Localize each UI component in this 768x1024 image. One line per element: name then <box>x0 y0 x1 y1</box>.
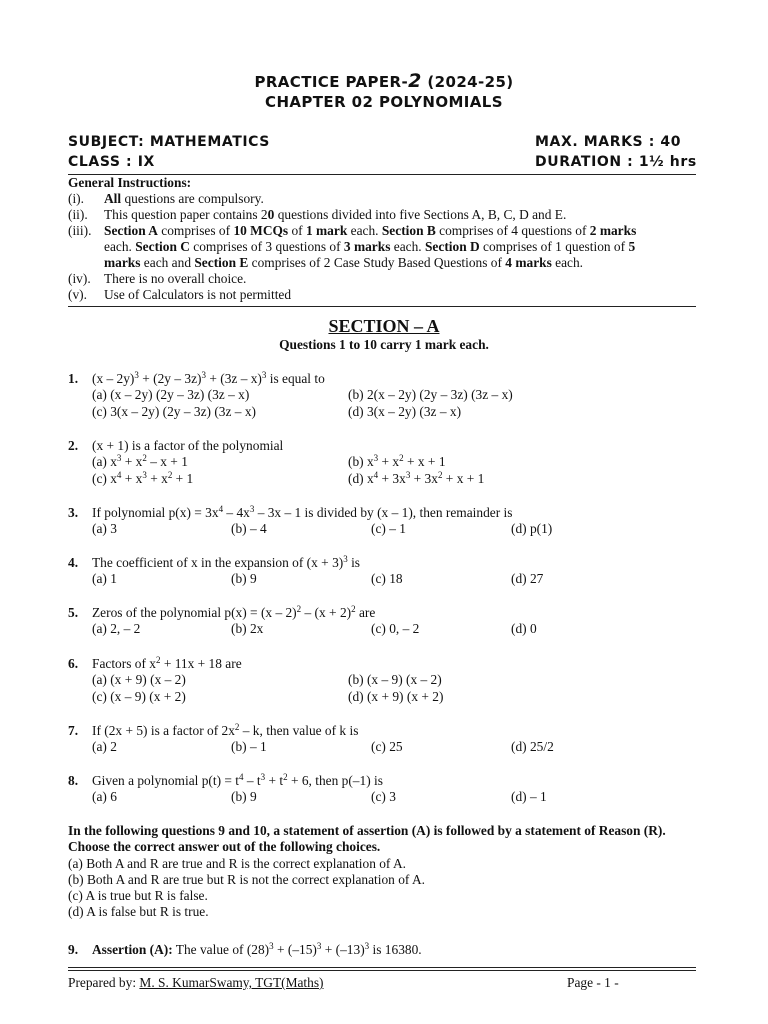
question-9 <box>68 942 708 958</box>
instruction-text: All questions are compulsory. <box>104 191 264 206</box>
question-5 <box>68 605 708 638</box>
instruction-item <box>68 223 698 239</box>
instruction-num: (i). <box>68 191 84 206</box>
prepared-label: Prepared by: <box>68 975 137 990</box>
option-b[interactable]: (b) 9 <box>231 571 257 587</box>
option-d[interactable]: (d) p(1) <box>511 521 553 537</box>
question-number: 8. <box>68 773 79 788</box>
assertion-reason-intro: In the following questions 9 and 10, a statement of assertion (A) is followed by a statement of Reason (R). Choose the correct answer out of the following choices. <box>68 823 666 855</box>
option-c[interactable]: (c) 3 <box>371 789 396 805</box>
instructions-heading: General Instructions: <box>68 175 192 190</box>
ar-choice-b: (b) Both A and R are true but R is not the correct explanation of A. <box>68 871 426 887</box>
footer-rule-bottom <box>68 970 696 971</box>
instruction-text: There is no overall choice. <box>104 271 247 286</box>
option-a[interactable]: (a) 1 <box>92 571 117 587</box>
instruction-text: This question paper contains 20 questions divided into five Sections A, B, C, D and E. <box>104 207 567 222</box>
question-number: 6. <box>68 656 79 671</box>
option-d[interactable]: (d) (x + 9) (x + 2) <box>348 688 444 704</box>
instruction-item-cont: marks each and Section E comprises of 2 Case Study Based Questions of 4 marks each. <box>104 255 584 270</box>
option-c[interactable]: (c) 0, – 2 <box>371 621 420 637</box>
question-3 <box>68 505 708 538</box>
instruction-text: Section A comprises of 10 MCQs of 1 mark each. Section B comprises of 4 questions of 2 marks <box>104 223 637 238</box>
option-b[interactable]: (b) 2x <box>231 621 264 637</box>
options-row <box>92 739 708 755</box>
option-a[interactable]: (a) 2 <box>92 739 117 755</box>
options-row <box>92 387 708 403</box>
options-row <box>92 471 708 487</box>
question-number: 9. <box>68 942 79 957</box>
option-b[interactable]: (b) – 4 <box>231 521 267 537</box>
section-heading: SECTION – A <box>328 316 440 336</box>
option-b[interactable]: (b) 9 <box>231 789 257 805</box>
option-c[interactable]: (c) – 1 <box>371 521 406 537</box>
options-row <box>92 404 708 420</box>
handwritten-number: 2 <box>408 70 422 92</box>
title-prefix: PRACTICE PAPER- <box>254 73 409 91</box>
question-7 <box>68 723 708 756</box>
option-d[interactable]: (d) 25/2 <box>511 739 554 755</box>
option-c[interactable]: (c) (x – 9) (x + 2) <box>92 688 186 704</box>
general-instructions <box>68 175 698 303</box>
question-text: Assertion (A): The value of $(28)^3 + (-15)^3 + (-13)^3$ is 16380. <box>92 941 422 957</box>
options-row <box>92 454 708 470</box>
question-number: 7. <box>68 723 79 738</box>
author-name: M. S. KumarSwamy, TGT(Maths) <box>139 975 324 990</box>
instruction-text: Use of Calculators is not permitted <box>104 287 292 302</box>
instruction-num: (iv). <box>68 271 91 286</box>
option-c[interactable]: (c) $x^4 + x^3 + x^2 + 1$ <box>92 469 194 486</box>
option-d[interactable]: (d) 27 <box>511 571 544 587</box>
assertion-reason-instructions <box>68 823 698 921</box>
question-text: Factors of $x^2 + 11x + 18$ are <box>92 655 242 671</box>
footer-prepared-by <box>68 975 324 991</box>
option-b[interactable]: (b) $x^3 + x^2 + x + 1$ <box>348 453 446 470</box>
footer-rule-top <box>68 967 696 968</box>
instruction-item <box>68 271 698 287</box>
section-subheading: Questions 1 to 10 carry 1 mark each. <box>279 337 489 352</box>
option-a[interactable]: (a) $x^3 + x^2 - x + 1$ <box>92 453 188 470</box>
question-text: If polynomial $p(x) = 3x^4 - 4x^3 - 3x - 1$ is divided by (x – 1), then remainder is <box>92 504 513 520</box>
option-a[interactable]: (a) 3 <box>92 521 117 537</box>
options-row <box>92 672 708 688</box>
instruction-num: (iii). <box>68 223 92 238</box>
option-d[interactable]: (d) 0 <box>511 621 537 637</box>
options-row <box>92 789 708 805</box>
question-number: 2. <box>68 438 79 453</box>
ar-choice-c: (c) A is true but R is false. <box>68 888 208 904</box>
page-number: Page - 1 - <box>567 975 619 990</box>
question-text: (x – 2y)$^3$ + (2y – 3z)$^3$ + (3z – x)$^3$ is equal to <box>92 370 325 386</box>
option-b[interactable]: (b) – 1 <box>231 739 267 755</box>
ar-choice-d: (d) A is false but R is true. <box>68 904 209 920</box>
max-marks-label: MAX. MARKS : 40 <box>535 134 682 150</box>
option-a[interactable]: (a) 6 <box>92 789 117 805</box>
option-c[interactable]: (c) 25 <box>371 739 403 755</box>
options-row <box>92 521 708 537</box>
question-1 <box>68 371 708 420</box>
option-c[interactable]: (c) 3(x – 2y) (2y – 3z) (3z – x) <box>92 403 256 419</box>
question-number: 3. <box>68 505 79 520</box>
assertion-label: Assertion (A): <box>92 942 173 957</box>
instructions-rule <box>68 306 696 307</box>
instruction-item <box>68 207 698 223</box>
instruction-num: (v). <box>68 287 87 302</box>
options-row <box>92 571 708 587</box>
option-c[interactable]: (c) 18 <box>371 571 403 587</box>
question-text: (x + 1) is a factor of the polynomial <box>92 438 284 453</box>
instruction-num: (ii). <box>68 207 88 222</box>
option-b[interactable]: (b) (x – 9) (x – 2) <box>348 672 442 688</box>
option-b[interactable]: (b) 2(x – 2y) (2y – 3z) (3z – x) <box>348 387 513 403</box>
option-a[interactable]: (a) (x + 9) (x – 2) <box>92 672 186 688</box>
question-4 <box>68 555 708 588</box>
question-text: Zeros of the polynomial $p(x) = (x - 2)^2 - (x + 2)^2$ are <box>92 604 376 620</box>
duration-label: DURATION : 1½ hrs <box>535 154 697 170</box>
option-a[interactable]: (a) 2, – 2 <box>92 621 141 637</box>
instruction-item-cont: each. Section C comprises of 3 questions of 3 marks each. Section D comprises of 1 question of 5 <box>104 239 636 254</box>
options-row <box>92 689 708 705</box>
option-d[interactable]: (d) 3(x – 2y) (3z – x) <box>348 403 462 419</box>
question-text: Given a polynomial $p(t) = t^4 - t^3 + t^2 + 6$, then p(–1) is <box>92 772 383 788</box>
class-label: CLASS : IX <box>68 154 155 170</box>
instruction-item <box>68 287 698 303</box>
title-year: (2024-25) <box>421 73 514 91</box>
instruction-item <box>68 191 698 207</box>
question-text: If (2x + 5) is a factor of $2x^2$ – k, then value of k is <box>92 722 359 738</box>
question-6 <box>68 656 708 705</box>
question-2 <box>68 438 708 487</box>
chapter-title: CHAPTER 02 POLYNOMIALS <box>265 93 503 111</box>
question-number: 1. <box>68 371 79 386</box>
question-text: The coefficient of x in the expansion of $(x + 3)^3$ is <box>92 554 361 570</box>
question-number: 4. <box>68 555 79 570</box>
ar-choice-a: (a) Both A and R are true and R is the correct explanation of A. <box>68 855 407 871</box>
option-d[interactable]: (d) $x^4 + 3x^3 + 3x^2 + x + 1$ <box>348 469 485 486</box>
subject-label: SUBJECT: MATHEMATICS <box>68 134 270 150</box>
question-8 <box>68 773 708 806</box>
paper-title <box>0 70 768 92</box>
option-d[interactable]: (d) – 1 <box>511 789 547 805</box>
question-number: 5. <box>68 605 79 620</box>
option-a[interactable]: (a) (x – 2y) (2y – 3z) (3z – x) <box>92 387 250 403</box>
options-row <box>92 621 708 637</box>
